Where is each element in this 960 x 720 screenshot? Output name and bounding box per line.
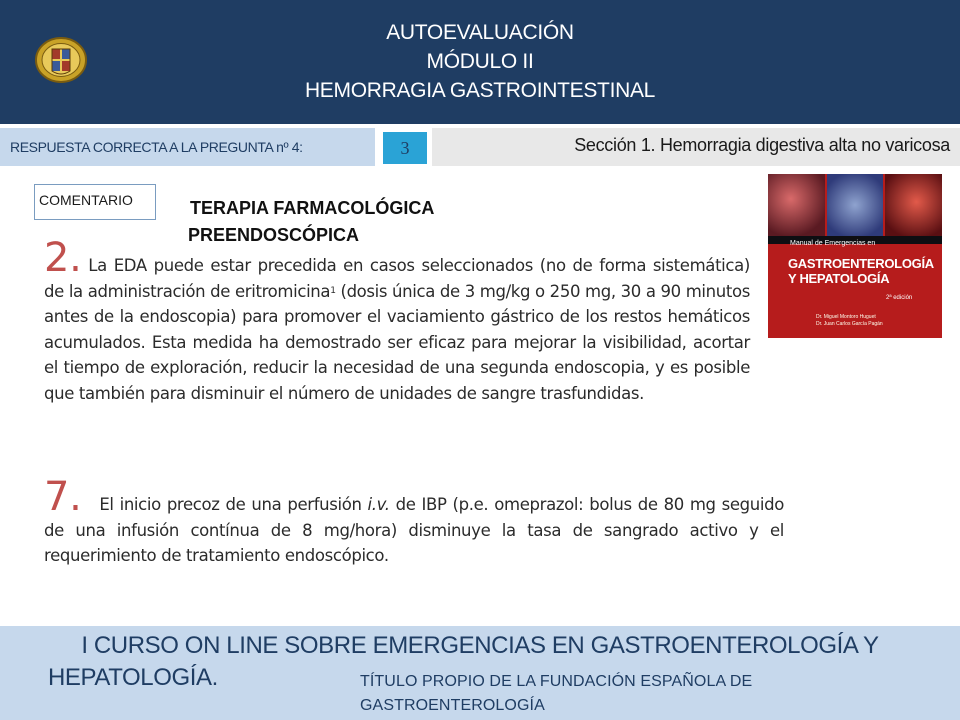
cover-title-line-1: GASTROENTEROLOGÍA xyxy=(788,256,934,271)
endoscopy-photo-1 xyxy=(768,174,825,236)
paragraph-text-b: de IBP (p.e. omeprazol: bolus de 80 mg seguido de una infusión contínua de 8 mg/hora) disminuye la tasa de sangrado activo y el requerimiento de tratamiento endoscópico. xyxy=(44,495,784,565)
footer-course-line-1: I CURSO ON LINE SOBRE EMERGENCIAS EN GASTROENTEROLOGÍA Y xyxy=(81,632,879,659)
heading-line-2: PREENDOSCÓPICA xyxy=(188,225,360,245)
heading-line-1: TERAPIA FARMACOLÓGICA xyxy=(190,198,435,218)
paragraph-italic: i.v. xyxy=(367,495,390,514)
cover-title-line-2: Y HEPATOLOGÍA xyxy=(788,271,890,286)
answer-badge: 3 xyxy=(383,132,427,164)
paragraph-text-a: El inicio precoz de una perfusión xyxy=(99,495,368,514)
paragraph-text-b: (dosis única de 3 mg/kg o 250 mg, 30 a 90 minutos antes de la endoscopia) para promover el vaciamiento gástrico de los restos hemáticos acumulados. Esta medida ha demostrado ser eficaz para mejorar la visibilidad, acortar el tiempo de exploración, reducir la necesidad de una segunda endoscopia, y es posible que también para disminuir el número de unidades de sangre trasfundidas. xyxy=(44,281,750,403)
footer-title-propio: TÍTULO PROPIO DE LA FUNDACIÓN ESPAÑOLA DE GASTROENTEROLOGÍA xyxy=(360,673,753,714)
paragraph-number: 2. xyxy=(44,235,82,281)
footnote-marker: 1 xyxy=(330,285,336,296)
cover-author-2: Dr. Juan Carlos García Pagán xyxy=(816,321,883,327)
histology-photo xyxy=(827,174,884,236)
question-label: RESPUESTA CORRECTA A LA PREGUNTA nº 4: xyxy=(0,128,375,166)
footer-banner xyxy=(0,626,960,720)
comment-button[interactable]: COMENTARIO xyxy=(34,184,156,220)
paragraph-number: 7. xyxy=(44,474,82,520)
endoscopy-photo-2 xyxy=(885,174,942,236)
section-title: Sección 1. Hemorragia digestiva alta no varicosa xyxy=(432,128,960,166)
paragraph-7 xyxy=(44,474,784,569)
cover-author-1: Dr. Miguel Montoro Huguet xyxy=(816,314,876,320)
cover-title xyxy=(788,256,938,286)
section-heading xyxy=(188,195,548,249)
header-title-line-3: HEMORRAGIA GASTROINTESTINAL xyxy=(304,79,656,102)
cover-manual-label: Manual de Emergencias en xyxy=(790,240,876,247)
cover-authors xyxy=(816,314,883,328)
header-banner xyxy=(0,0,960,124)
cover-photos xyxy=(768,174,942,236)
paragraph-text-a: La EDA puede estar precedida en casos seleccionados (no de forma sistemática) de la administración de eritromicina xyxy=(44,256,750,301)
header-title-line-1: AUTOEVALUACIÓN xyxy=(386,21,574,44)
footer-course-line-2: HEPATOLOGÍA. xyxy=(48,664,218,691)
header-title-line-2: MÓDULO II xyxy=(426,50,534,73)
cover-edition: 2ª edición xyxy=(886,295,913,301)
book-cover-image xyxy=(768,174,942,338)
